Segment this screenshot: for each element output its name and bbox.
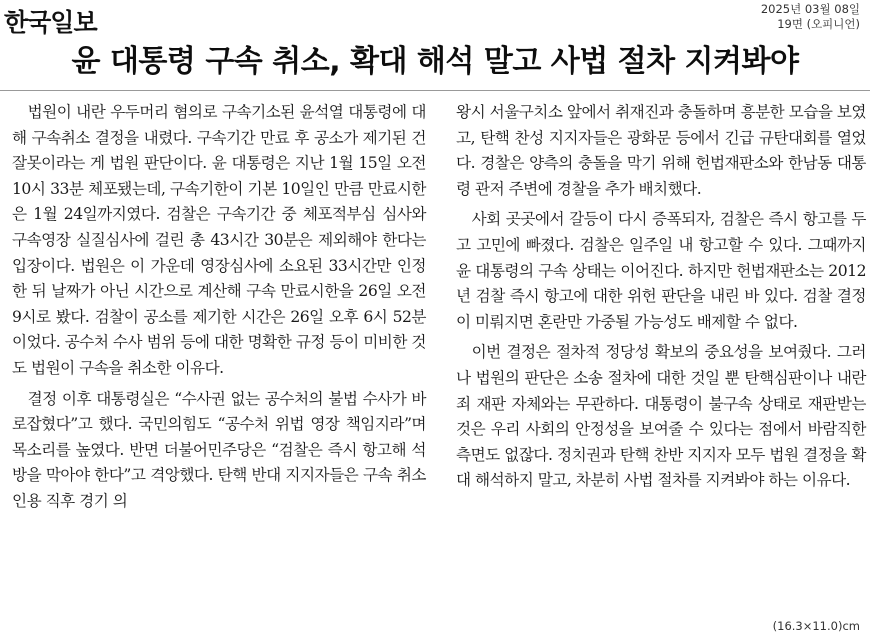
publication-meta	[761, 2, 860, 32]
paragraph: 이번 결정은 절차적 정당성 확보의 중요성을 보여줬다. 그러나 법원의 판단은 소송 절차에 대한 것일 뿐 탄핵심판이나 내란죄 재판 자체와는 무관하다. 대통령이 불구속 상태로 재판받는 것은 우리 사회의 안정성을 보여줄 수 있다는 점에서 바람직한 측면도 없잖다. 정치권과 탄핵 찬반 지지자 모두 법원 결정을 확대 해석하지 말고, 차분히 사법 절차를 지켜봐야 하는 이유다.	[456, 343, 866, 490]
page-section: 19면 (오피니언)	[777, 17, 860, 31]
newspaper-masthead: 한국일보	[4, 8, 97, 37]
article-column-left	[12, 100, 426, 515]
headline-divider	[0, 90, 870, 91]
paragraph: 결정 이후 대통령실은 “수사권 없는 공수처의 불법 수사가 바로잡혔다”고 했다. 국민의힘도 “공수처 위법 영장 책임지라”며 목소리를 높였다. 반면 더불어민주당은 “검찰은 즉시 항고해 석방을 막아야 한다”고 격앙했다. 탄핵 반대 지지자들은 구속 취소 인용 직후 경기 의	[12, 389, 426, 510]
article-headline: 윤 대통령 구속 취소, 확대 해석 말고 사법 절차 지켜봐야	[71, 44, 799, 79]
paragraph: 법원이 내란 우두머리 혐의로 구속기소된 윤석열 대통령에 대해 구속취소 결정을 내렸다. 구속기간 만료 후 공소가 제기된 건 잘못이라는 게 법원 판단이다. 윤 대통령은 지난 1월 15일 오전 10시 33분 체포됐는데, 구속기한이 기본 10일인 만큼 만료시한은 1월 24일까지였다. 검찰은 구속기간 중 체포적부심 심사와 구속영장 실질심사에 걸린 총 43시간 30분은 제외해야 한다는 입장이다. 법원은 이 가운데 영장심사에 소요된 33시간만 인정한 뒤 날짜가 아닌 시간으로 계산해 구속 만료시한을 26일 오전 9시로 봤다. 검찰이 공소를 제기한 시간은 26일 오후 6시 52분이었다. 공수처 수사 범위 등에 대한 명확한 규정 등이 미비한 것도 법원이 구속을 취소한 이유다.	[12, 103, 426, 377]
publication-date: 2025년 03월 08일	[760, 2, 860, 16]
clipping-size: (16.3×11.0)cm	[772, 619, 860, 633]
article-column-right	[456, 100, 866, 494]
paragraph: 왕시 서울구치소 앞에서 취재진과 충돌하며 흥분한 모습을 보였고, 탄핵 찬성 지지자들은 광화문 등에서 긴급 규탄대회를 열었다. 경찰은 양측의 충돌을 막기 위해 헌법재판소와 한남동 대통령 관저 주변에 경찰을 추가 배치했다.	[456, 103, 866, 198]
paragraph: 사회 곳곳에서 갈등이 다시 증폭되자, 검찰은 즉시 항고를 두고 고민에 빠졌다. 검찰은 일주일 내 항고할 수 있다. 그때까지 윤 대통령의 구속 상태는 이어진다. 하지만 헌법재판소는 2012년 검찰 즉시 항고에 대한 위헌 판단을 내린 바 있다. 검찰 결정이 미뤄지면 혼란만 가중될 가능성도 배제할 수 없다.	[456, 210, 866, 331]
